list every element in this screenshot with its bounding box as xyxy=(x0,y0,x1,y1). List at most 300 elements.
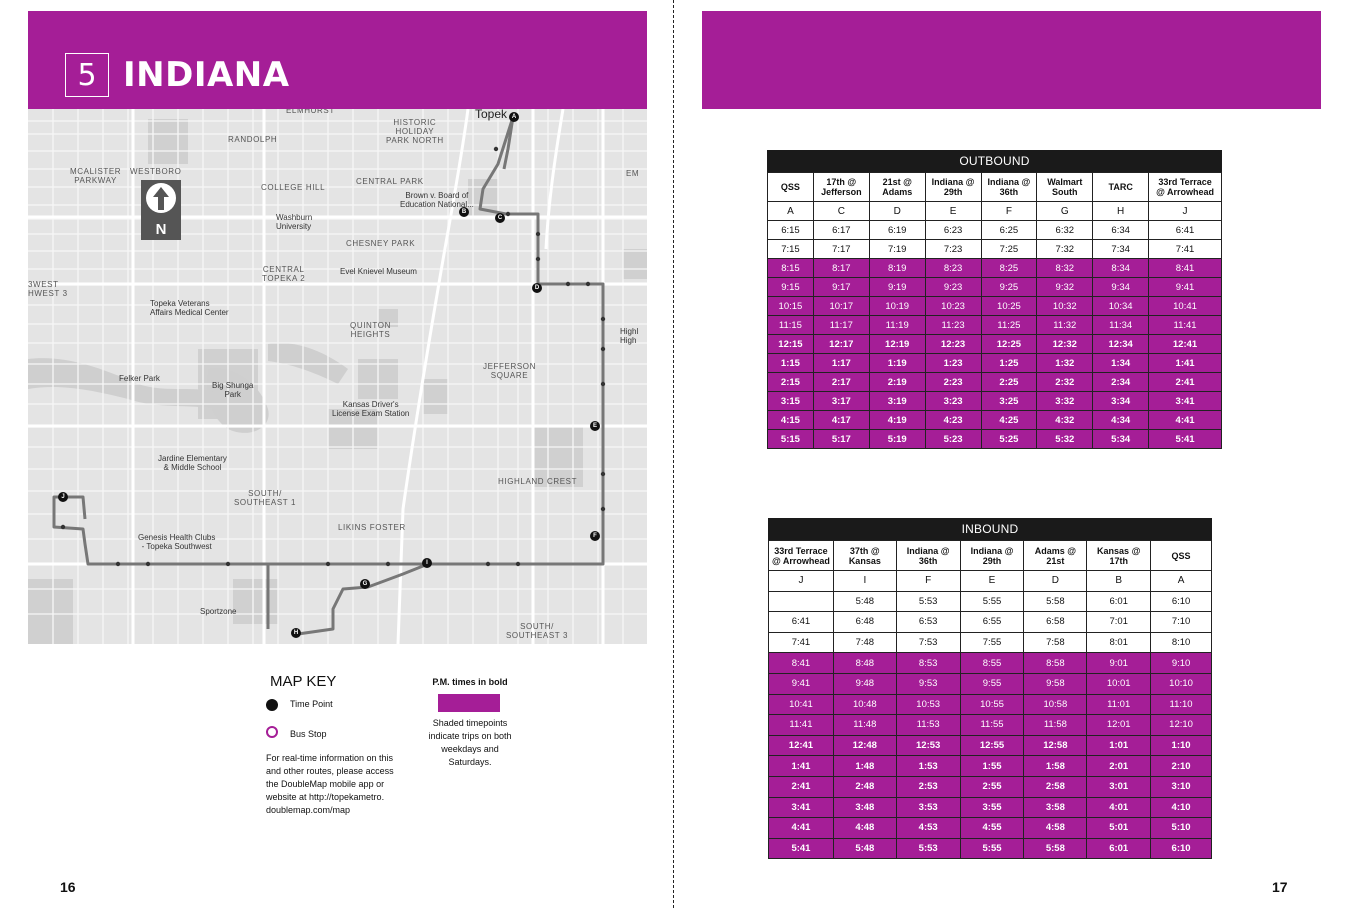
time-cell: 7:58 xyxy=(1024,632,1087,653)
table-row xyxy=(769,756,1212,777)
time-cell: 3:41 xyxy=(769,797,834,818)
map-label-brown: Brown v. Board of Education National... xyxy=(400,191,474,209)
table-row xyxy=(768,392,1222,411)
time-cell: 11:17 xyxy=(813,316,869,335)
time-cell: 2:17 xyxy=(813,373,869,392)
time-cell: 11:53 xyxy=(896,715,960,736)
time-cell: 9:41 xyxy=(1149,278,1222,297)
timepoint-letter: E xyxy=(925,202,981,221)
outbound-column-header: Walmart South xyxy=(1037,173,1093,202)
time-cell: 4:17 xyxy=(813,411,869,430)
timepoint-letter: J xyxy=(1149,202,1222,221)
time-cell: 3:32 xyxy=(1037,392,1093,411)
shaded-swatch xyxy=(438,694,500,712)
time-cell: 5:01 xyxy=(1087,818,1151,839)
map-label-west-left: 3WEST HWEST 3 xyxy=(28,280,68,298)
time-cell: 5:34 xyxy=(1093,430,1149,449)
time-cell: 4:25 xyxy=(981,411,1037,430)
time-cell: 7:55 xyxy=(960,632,1024,653)
map-label-quinton: QUINTON HEIGHTS xyxy=(350,321,391,339)
time-cell: 6:01 xyxy=(1087,591,1151,612)
time-cell: 12:34 xyxy=(1093,335,1149,354)
map-label-ema: EM xyxy=(626,169,640,178)
time-cell: 4:58 xyxy=(1024,818,1087,839)
time-cell: 2:41 xyxy=(769,776,834,797)
time-cell: 1:10 xyxy=(1151,735,1212,756)
time-cell: 12:41 xyxy=(769,735,834,756)
time-cell: 12:53 xyxy=(896,735,960,756)
time-cell: 8:55 xyxy=(960,653,1024,674)
time-cell: 10:55 xyxy=(960,694,1024,715)
timepoint-g[interactable]: G xyxy=(360,579,370,589)
time-cell: 8:23 xyxy=(925,259,981,278)
inbound-column-header: 37th @ Kansas xyxy=(833,541,896,571)
map-label-central-park: CENTRAL PARK xyxy=(356,177,424,186)
map-label-jefferson-square: JEFFERSON SQUARE xyxy=(483,362,536,380)
table-row xyxy=(769,653,1212,674)
time-cell: 8:17 xyxy=(813,259,869,278)
map-label-college-hill: COLLEGE HILL xyxy=(261,183,326,192)
map-label-south-southeast-1: SOUTH/ SOUTHEAST 1 xyxy=(234,489,297,507)
time-cell: 7:10 xyxy=(1151,612,1212,633)
time-cell: 5:58 xyxy=(1024,591,1087,612)
time-cell: 8:41 xyxy=(1149,259,1222,278)
time-cell: 12:25 xyxy=(981,335,1037,354)
time-cell: 6:55 xyxy=(960,612,1024,633)
time-cell: 3:17 xyxy=(813,392,869,411)
time-cell: 2:15 xyxy=(768,373,814,392)
time-cell: 12:32 xyxy=(1037,335,1093,354)
table-row xyxy=(769,797,1212,818)
time-cell: 9:32 xyxy=(1037,278,1093,297)
time-cell: 6:58 xyxy=(1024,612,1087,633)
time-cell: 9:10 xyxy=(1151,653,1212,674)
time-point-icon xyxy=(266,699,278,711)
time-cell: 10:10 xyxy=(1151,673,1212,694)
time-cell: 10:19 xyxy=(869,297,925,316)
north-arrow xyxy=(141,180,181,240)
time-cell: 3:23 xyxy=(925,392,981,411)
table-row xyxy=(768,430,1222,449)
route-map[interactable] xyxy=(28,109,647,644)
time-cell: 7:34 xyxy=(1093,240,1149,259)
time-cell: 6:17 xyxy=(813,221,869,240)
map-label-westboro: WESTBORO xyxy=(130,167,182,176)
table-row xyxy=(769,715,1212,736)
inbound-timepoint-letter-row xyxy=(769,571,1212,592)
time-cell: 11:48 xyxy=(833,715,896,736)
timepoint-a[interactable]: A xyxy=(509,112,519,122)
table-row xyxy=(769,818,1212,839)
map-label-likins-foster: LIKINS FOSTER xyxy=(338,523,406,532)
table-row xyxy=(768,278,1222,297)
route-title: INDIANA xyxy=(123,55,290,95)
time-cell: 1:17 xyxy=(813,354,869,373)
timepoint-letter: F xyxy=(896,571,960,592)
time-cell: 11:34 xyxy=(1093,316,1149,335)
time-cell: 5:10 xyxy=(1151,818,1212,839)
time-cell: 4:32 xyxy=(1037,411,1093,430)
time-cell: 7:41 xyxy=(769,632,834,653)
time-cell: 8:19 xyxy=(869,259,925,278)
time-cell: 7:25 xyxy=(981,240,1037,259)
time-cell: 11:58 xyxy=(1024,715,1087,736)
time-cell: 5:55 xyxy=(960,591,1024,612)
time-cell: 6:10 xyxy=(1151,838,1212,859)
time-cell: 5:55 xyxy=(960,838,1024,859)
time-cell: 2:41 xyxy=(1149,373,1222,392)
time-cell: 7:32 xyxy=(1037,240,1093,259)
time-cell: 7:19 xyxy=(869,240,925,259)
time-cell: 2:58 xyxy=(1024,776,1087,797)
time-cell: 9:15 xyxy=(768,278,814,297)
time-cell: 1:34 xyxy=(1093,354,1149,373)
table-row xyxy=(768,297,1222,316)
table-row xyxy=(768,354,1222,373)
time-cell: 11:32 xyxy=(1037,316,1093,335)
time-cell: 2:34 xyxy=(1093,373,1149,392)
time-cell: 12:01 xyxy=(1087,715,1151,736)
inbound-title: INBOUND xyxy=(768,518,1212,540)
timepoint-letter: D xyxy=(869,202,925,221)
time-cell: 5:41 xyxy=(1149,430,1222,449)
time-cell: 5:58 xyxy=(1024,838,1087,859)
timepoint-letter: C xyxy=(813,202,869,221)
time-cell: 12:10 xyxy=(1151,715,1212,736)
time-cell: 1:41 xyxy=(1149,354,1222,373)
timepoint-letter: E xyxy=(960,571,1024,592)
time-cell: 9:19 xyxy=(869,278,925,297)
time-cell: 2:25 xyxy=(981,373,1037,392)
time-cell: 10:15 xyxy=(768,297,814,316)
time-cell: 8:53 xyxy=(896,653,960,674)
outbound-column-header: 21st @ Adams xyxy=(869,173,925,202)
time-cell: 10:48 xyxy=(833,694,896,715)
time-cell: 11:25 xyxy=(981,316,1037,335)
time-cell: 11:23 xyxy=(925,316,981,335)
time-cell: 9:25 xyxy=(981,278,1037,297)
table-row xyxy=(768,373,1222,392)
time-cell: 12:15 xyxy=(768,335,814,354)
time-cell: 12:58 xyxy=(1024,735,1087,756)
map-label-south-southeast-3: SOUTH/ SOUTHEAST 3 xyxy=(506,622,569,640)
time-cell: 8:41 xyxy=(769,653,834,674)
inbound-schedule-table xyxy=(768,518,1212,859)
table-row xyxy=(769,591,1212,612)
map-label-topeka: Topek xyxy=(475,109,508,121)
map-label-washburn: Washburn University xyxy=(276,213,313,231)
time-cell: 7:53 xyxy=(896,632,960,653)
table-row xyxy=(769,838,1212,859)
time-cell: 9:41 xyxy=(769,673,834,694)
inbound-column-header: Indiana @ 29th xyxy=(960,541,1024,571)
timepoint-letter: G xyxy=(1037,202,1093,221)
time-cell: 4:23 xyxy=(925,411,981,430)
time-cell: 5:17 xyxy=(813,430,869,449)
table-row xyxy=(769,735,1212,756)
time-cell: 1:58 xyxy=(1024,756,1087,777)
map-label-evel: Evel Knievel Museum xyxy=(340,267,417,276)
table-row xyxy=(768,411,1222,430)
timepoint-letter: H xyxy=(1093,202,1149,221)
time-cell: 6:23 xyxy=(925,221,981,240)
timepoint-h[interactable]: H xyxy=(291,628,301,638)
time-cell: 4:55 xyxy=(960,818,1024,839)
outbound-schedule-table xyxy=(767,150,1222,449)
table-row xyxy=(769,673,1212,694)
time-cell: 8:01 xyxy=(1087,632,1151,653)
time-cell: 12:23 xyxy=(925,335,981,354)
time-cell: 2:10 xyxy=(1151,756,1212,777)
time-cell: 6:15 xyxy=(768,221,814,240)
time-cell: 1:19 xyxy=(869,354,925,373)
inbound-header-row xyxy=(769,541,1212,571)
time-cell: 3:41 xyxy=(1149,392,1222,411)
time-cell: 3:58 xyxy=(1024,797,1087,818)
time-cell xyxy=(769,591,834,612)
time-cell: 2:48 xyxy=(833,776,896,797)
real-time-info: For real-time information on this and other routes, please access the DoubleMap mobile app or website at http://topekametro. doublemap.com/map xyxy=(266,753,394,815)
time-cell: 6:19 xyxy=(869,221,925,240)
time-cell: 6:53 xyxy=(896,612,960,633)
time-cell: 7:23 xyxy=(925,240,981,259)
inbound-column-header: 33rd Terrace @ Arrowhead xyxy=(769,541,834,571)
time-cell: 2:55 xyxy=(960,776,1024,797)
inbound-column-header: QSS xyxy=(1151,541,1212,571)
time-cell: 5:23 xyxy=(925,430,981,449)
timepoint-e[interactable]: E xyxy=(590,421,600,431)
time-cell: 3:55 xyxy=(960,797,1024,818)
outbound-column-header: Indiana @ 29th xyxy=(925,173,981,202)
pm-bold-note: P.M. times in bold xyxy=(432,677,508,687)
route-header-banner xyxy=(28,11,647,109)
time-cell: 1:41 xyxy=(769,756,834,777)
time-cell: 7:41 xyxy=(1149,240,1222,259)
outbound-column-header: 17th @ Jefferson xyxy=(813,173,869,202)
shaded-note: Shaded timepoints indicate trips on both weekdays and Saturdays. xyxy=(428,718,512,767)
table-row xyxy=(769,776,1212,797)
time-cell: 4:41 xyxy=(1149,411,1222,430)
page-number-left: 16 xyxy=(60,879,76,895)
outbound-column-header: 33rd Terrace @ Arrowhead xyxy=(1149,173,1222,202)
timepoint-d[interactable]: D xyxy=(532,283,542,293)
time-cell: 5:53 xyxy=(896,591,960,612)
time-cell: 9:01 xyxy=(1087,653,1151,674)
time-cell: 9:58 xyxy=(1024,673,1087,694)
time-cell: 3:01 xyxy=(1087,776,1151,797)
map-label-va: Topeka Veterans Affairs Medical Center xyxy=(150,299,229,317)
time-cell: 11:15 xyxy=(768,316,814,335)
time-cell: 6:48 xyxy=(833,612,896,633)
page-divider xyxy=(673,0,674,908)
table-row xyxy=(768,240,1222,259)
time-cell: 5:41 xyxy=(769,838,834,859)
time-cell: 4:53 xyxy=(896,818,960,839)
map-label-historic-holiday: HISTORIC HOLIDAY PARK NORTH xyxy=(386,118,444,145)
time-cell: 4:41 xyxy=(769,818,834,839)
time-cell: 1:55 xyxy=(960,756,1024,777)
time-cell: 2:32 xyxy=(1037,373,1093,392)
bus-stop-icon xyxy=(266,726,278,738)
time-cell: 1:23 xyxy=(925,354,981,373)
outbound-title: OUTBOUND xyxy=(767,150,1222,172)
timepoint-f[interactable]: F xyxy=(590,531,600,541)
time-cell: 2:01 xyxy=(1087,756,1151,777)
time-cell: 7:48 xyxy=(833,632,896,653)
time-cell: 3:25 xyxy=(981,392,1037,411)
inbound-column-header: Adams @ 21st xyxy=(1024,541,1087,571)
time-cell: 3:53 xyxy=(896,797,960,818)
time-cell: 3:48 xyxy=(833,797,896,818)
time-cell: 11:19 xyxy=(869,316,925,335)
time-cell: 6:34 xyxy=(1093,221,1149,240)
map-label-jardine: Jardine Elementary & Middle School xyxy=(158,454,227,472)
time-cell: 12:55 xyxy=(960,735,1024,756)
map-label-sportzone: Sportzone xyxy=(200,607,237,616)
time-cell: 7:01 xyxy=(1087,612,1151,633)
time-cell: 8:10 xyxy=(1151,632,1212,653)
time-cell: 8:58 xyxy=(1024,653,1087,674)
time-cell: 1:48 xyxy=(833,756,896,777)
time-cell: 1:32 xyxy=(1037,354,1093,373)
map-key-title: MAP KEY xyxy=(270,673,337,690)
time-cell: 11:41 xyxy=(769,715,834,736)
time-cell: 9:17 xyxy=(813,278,869,297)
outbound-column-header: Indiana @ 36th xyxy=(981,173,1037,202)
time-cell: 3:34 xyxy=(1093,392,1149,411)
north-arrow-icon xyxy=(146,183,176,213)
table-row xyxy=(768,259,1222,278)
map-label-felker: Felker Park xyxy=(119,374,160,383)
map-label-chesney: CHESNEY PARK xyxy=(346,239,416,248)
map-label-elmhurst: ELMHURST xyxy=(286,109,335,115)
time-cell: 11:01 xyxy=(1087,694,1151,715)
table-row xyxy=(769,612,1212,633)
time-cell: 9:34 xyxy=(1093,278,1149,297)
time-cell: 11:41 xyxy=(1149,316,1222,335)
time-cell: 4:48 xyxy=(833,818,896,839)
time-cell: 8:48 xyxy=(833,653,896,674)
north-label: N xyxy=(155,221,167,238)
time-cell: 6:10 xyxy=(1151,591,1212,612)
timepoint-c[interactable]: C xyxy=(495,213,505,223)
timepoint-letter: D xyxy=(1024,571,1087,592)
time-cell: 6:41 xyxy=(769,612,834,633)
timepoint-letter: J xyxy=(769,571,834,592)
table-row xyxy=(768,316,1222,335)
time-cell: 10:01 xyxy=(1087,673,1151,694)
map-label-randolph: RANDOLPH xyxy=(228,135,278,144)
time-cell: 11:10 xyxy=(1151,694,1212,715)
timepoint-b[interactable]: B xyxy=(459,207,469,217)
time-cell: 4:01 xyxy=(1087,797,1151,818)
time-cell: 3:15 xyxy=(768,392,814,411)
time-cell: 10:58 xyxy=(1024,694,1087,715)
time-cell: 5:15 xyxy=(768,430,814,449)
time-cell: 10:17 xyxy=(813,297,869,316)
time-cell: 12:19 xyxy=(869,335,925,354)
timepoint-i[interactable]: I xyxy=(422,558,432,568)
time-cell: 10:23 xyxy=(925,297,981,316)
time-cell: 10:41 xyxy=(1149,297,1222,316)
time-cell: 5:19 xyxy=(869,430,925,449)
time-cell: 8:25 xyxy=(981,259,1037,278)
time-cell: 4:10 xyxy=(1151,797,1212,818)
time-cell: 10:53 xyxy=(896,694,960,715)
time-cell: 5:25 xyxy=(981,430,1037,449)
map-label-big-shunga: Big Shunga Park xyxy=(212,381,254,399)
table-row xyxy=(769,694,1212,715)
timepoint-letter: B xyxy=(1087,571,1151,592)
table-row xyxy=(769,632,1212,653)
time-cell: 10:34 xyxy=(1093,297,1149,316)
time-cell: 12:48 xyxy=(833,735,896,756)
time-cell: 6:32 xyxy=(1037,221,1093,240)
time-cell: 6:25 xyxy=(981,221,1037,240)
time-cell: 9:48 xyxy=(833,673,896,694)
time-point-label: Time Point xyxy=(290,699,333,709)
table-row xyxy=(768,221,1222,240)
time-cell: 8:15 xyxy=(768,259,814,278)
timepoint-letter: A xyxy=(1151,571,1212,592)
time-cell: 3:19 xyxy=(869,392,925,411)
right-page-banner xyxy=(702,11,1321,109)
time-cell: 7:17 xyxy=(813,240,869,259)
time-cell: 1:25 xyxy=(981,354,1037,373)
time-cell: 5:53 xyxy=(896,838,960,859)
timepoint-j[interactable]: J xyxy=(58,492,68,502)
timepoint-letter: I xyxy=(833,571,896,592)
time-cell: 1:15 xyxy=(768,354,814,373)
time-cell: 5:48 xyxy=(833,591,896,612)
time-cell: 4:15 xyxy=(768,411,814,430)
time-cell: 8:34 xyxy=(1093,259,1149,278)
page-number-right: 17 xyxy=(1272,879,1288,895)
outbound-column-header: QSS xyxy=(768,173,814,202)
time-cell: 7:15 xyxy=(768,240,814,259)
table-row xyxy=(768,335,1222,354)
outbound-header-row xyxy=(768,173,1222,202)
bus-stop-label: Bus Stop xyxy=(290,729,327,739)
route-number-box: 5 xyxy=(65,53,109,97)
map-label-central-topeka: CENTRAL TOPEKA 2 xyxy=(262,265,306,283)
time-cell: 12:17 xyxy=(813,335,869,354)
time-cell: 1:53 xyxy=(896,756,960,777)
map-label-genesis: Genesis Health Clubs - Topeka Southwest xyxy=(138,533,216,551)
time-cell: 2:23 xyxy=(925,373,981,392)
map-label-mcalister: MCALISTER PARKWAY xyxy=(70,167,122,185)
time-cell: 4:19 xyxy=(869,411,925,430)
time-cell: 6:41 xyxy=(1149,221,1222,240)
map-label-highland-right: Highl High xyxy=(620,327,639,345)
time-cell: 9:23 xyxy=(925,278,981,297)
time-cell: 5:32 xyxy=(1037,430,1093,449)
time-cell: 1:01 xyxy=(1087,735,1151,756)
inbound-column-header: Kansas @ 17th xyxy=(1087,541,1151,571)
timepoint-letter: F xyxy=(981,202,1037,221)
timepoint-letter: A xyxy=(768,202,814,221)
map-label-highland-crest: HIGHLAND CREST xyxy=(498,477,578,486)
time-cell: 12:41 xyxy=(1149,335,1222,354)
outbound-timepoint-letter-row xyxy=(768,202,1222,221)
time-cell: 2:19 xyxy=(869,373,925,392)
time-cell: 4:34 xyxy=(1093,411,1149,430)
time-cell: 5:48 xyxy=(833,838,896,859)
time-cell: 3:10 xyxy=(1151,776,1212,797)
time-cell: 8:32 xyxy=(1037,259,1093,278)
time-cell: 11:55 xyxy=(960,715,1024,736)
time-cell: 9:55 xyxy=(960,673,1024,694)
